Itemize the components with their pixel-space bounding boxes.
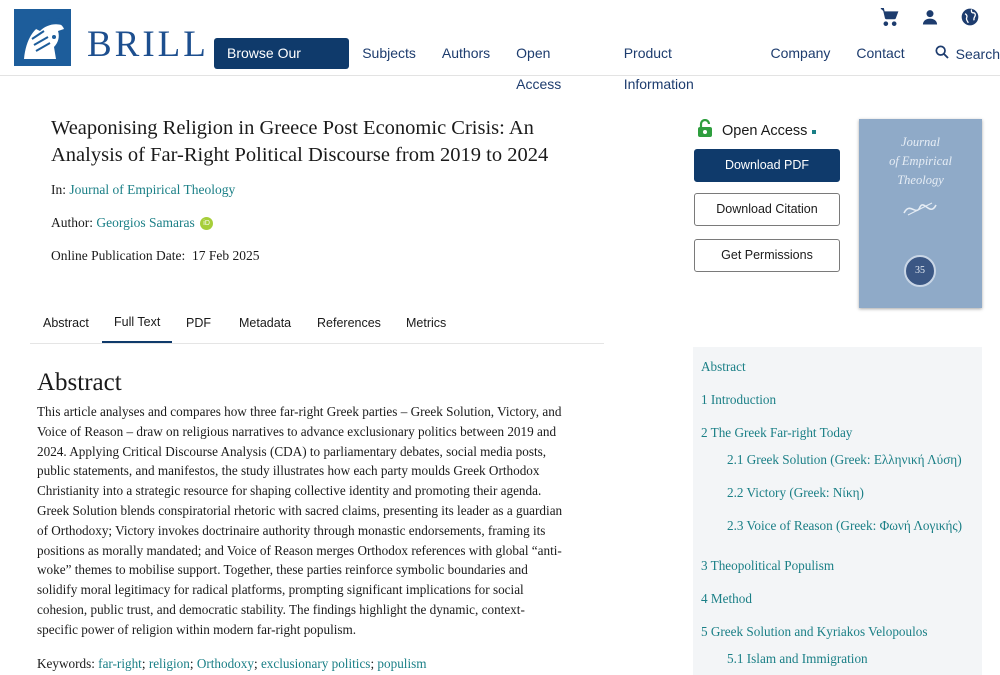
- cover-volume-badge: 35: [904, 255, 936, 287]
- journal-cover[interactable]: [859, 119, 982, 308]
- abstract-line: This article analyses and compares how three far-right Greek parties – Greek Solution, Victory, and: [37, 404, 562, 419]
- download-pdf-button[interactable]: Download PDF: [694, 149, 840, 182]
- author-label: Author:: [51, 215, 93, 230]
- cover-title-line: Theology: [897, 173, 944, 187]
- publication-date-line: [51, 248, 259, 264]
- keyword-link[interactable]: Orthodoxy: [196, 656, 254, 671]
- abstract-text: [37, 402, 607, 640]
- cover-emblem-icon: [900, 199, 940, 224]
- brill-logo[interactable]: [14, 9, 209, 66]
- nav-contact[interactable]: Contact: [856, 45, 905, 61]
- toc-item[interactable]: 4 Method: [701, 591, 752, 606]
- toc-item[interactable]: 1 Introduction: [701, 392, 777, 407]
- nav-open-access[interactable]: Open Access: [516, 45, 562, 92]
- toc-item[interactable]: Abstract: [701, 359, 746, 374]
- orcid-icon[interactable]: iD: [200, 217, 213, 230]
- abstract-heading: Abstract: [37, 369, 122, 396]
- globe-icon[interactable]: [960, 7, 980, 27]
- article-tabs: [30, 306, 604, 344]
- athena-logo-icon: [14, 9, 71, 66]
- abstract-line: cohesion, public trust, and democratic stability. The findings highlight the dynamic, context-: [37, 601, 525, 617]
- keywords-label: Keywords:: [37, 656, 95, 671]
- abstract-line: public statements, and manifestos, the study illustrates how each party moulds Greek Orthodox: [37, 463, 540, 479]
- logo-wordmark: BRILL: [87, 24, 209, 65]
- search-button[interactable]: [918, 44, 1000, 63]
- toc-item[interactable]: 2.1 Greek Solution (Greek: Ελληνική Λύση): [727, 452, 962, 467]
- abstract-line: Voice of Reason – draw on religious narratives to advance exclusionary politics between 2019 and: [37, 423, 557, 439]
- nav-subjects[interactable]: Subjects: [362, 45, 416, 61]
- download-citation-button[interactable]: Download Citation: [694, 193, 840, 226]
- get-permissions-button[interactable]: Get Permissions: [694, 239, 840, 272]
- user-icon[interactable]: [920, 7, 940, 27]
- abstract-line: woke” themes to mobilise support. Together, these parties reinforce symbolic boundaries and: [37, 562, 528, 578]
- cover-title: [859, 133, 982, 190]
- toc-item[interactable]: 2.3 Voice of Reason (Greek: Φωνή Λογικής): [727, 518, 963, 533]
- keyword-link[interactable]: far-right: [98, 656, 142, 671]
- toc-item[interactable]: 5 Greek Solution and Kyriakos Velopoulos: [701, 624, 928, 639]
- abstract-line: of Orthodoxy; Victory invokes doctrinaire authority through monastic endorsements, framing its: [37, 522, 546, 538]
- search-icon: [934, 44, 950, 63]
- keyword-link[interactable]: exclusionary politics: [260, 656, 371, 671]
- keywords-line: Keywords: far-right; religion; Orthodoxy; exclusionary politics; populism: [37, 656, 427, 671]
- nav-authors[interactable]: Authors: [441, 45, 491, 61]
- abstract-line: positions as morally mandated; and Voice of Reason merges Orthodox references with global “anti-: [37, 542, 562, 558]
- journal-link[interactable]: Journal of Empirical Theology: [69, 182, 236, 197]
- abstract-line: specific power of religion within modern far-right populism.: [37, 621, 357, 637]
- keyword-link[interactable]: religion: [148, 656, 190, 671]
- site-header: [0, 0, 1000, 92]
- nav-browse-our-titles[interactable]: Browse Our Titles: [214, 38, 349, 69]
- abstract-line: solidify moral legitimacy for radical platforms, prompting significant implications for social: [37, 582, 524, 598]
- article-title-line-1: Weaponising Religion in Greece Post Economic Crisis: An: [51, 117, 534, 139]
- journal-line: [51, 182, 235, 198]
- table-of-contents: [693, 347, 982, 675]
- toc-item[interactable]: 2 The Greek Far-right Today: [701, 425, 853, 440]
- toc-item[interactable]: 3 Theopolitical Populism: [701, 558, 835, 573]
- date-label: Online Publication Date:: [51, 248, 186, 263]
- tab-references[interactable]: References: [317, 316, 381, 330]
- nav-company[interactable]: Company: [770, 45, 831, 61]
- tab-pdf[interactable]: PDF: [186, 316, 211, 330]
- tab-metrics[interactable]: Metrics: [406, 316, 447, 330]
- toc-item[interactable]: 5.1 Islam and Immigration: [727, 651, 868, 666]
- search-label: Search: [955, 45, 1000, 62]
- nav-product-information[interactable]: Product Information: [623, 45, 694, 92]
- abstract-line: Greek Solution blends conspiratorial rhetoric with sacred claims, presenting its leader as a guardian: [37, 502, 563, 518]
- article-title-line-2: Analysis of Far-Right Political Discourse from 2019 to 2024: [51, 144, 549, 166]
- toc-item[interactable]: 2.2 Victory (Greek: Νίκη): [727, 485, 864, 500]
- abstract-line: Christianity into a strategic resource for shaping collective identity and promoting their agenda.: [37, 483, 542, 499]
- tab-full-text[interactable]: Full Text: [102, 315, 172, 343]
- in-label: In:: [51, 182, 66, 197]
- open-access-dot-icon: [812, 130, 816, 134]
- article-title: [51, 115, 611, 169]
- author-link[interactable]: Georgios Samaras: [96, 215, 195, 230]
- tab-abstract[interactable]: Abstract: [43, 316, 89, 330]
- cart-icon[interactable]: [880, 7, 900, 27]
- open-access-badge: [697, 119, 816, 142]
- abstract-line: 2024. Applying Critical Discourse Analysis (CDA) to parliamentary debates, social media posts,: [37, 443, 547, 459]
- author-line: [51, 215, 213, 231]
- tab-metadata[interactable]: Metadata: [239, 316, 292, 330]
- publication-date: 17 Feb 2025: [191, 248, 260, 263]
- open-access-label: Open Access: [722, 122, 808, 139]
- main-nav: [214, 38, 1000, 92]
- open-lock-icon: [697, 119, 713, 142]
- cover-title-line: Journal: [901, 135, 940, 149]
- cover-title-line: of Empirical: [889, 154, 952, 168]
- keyword-link[interactable]: populism: [377, 656, 427, 671]
